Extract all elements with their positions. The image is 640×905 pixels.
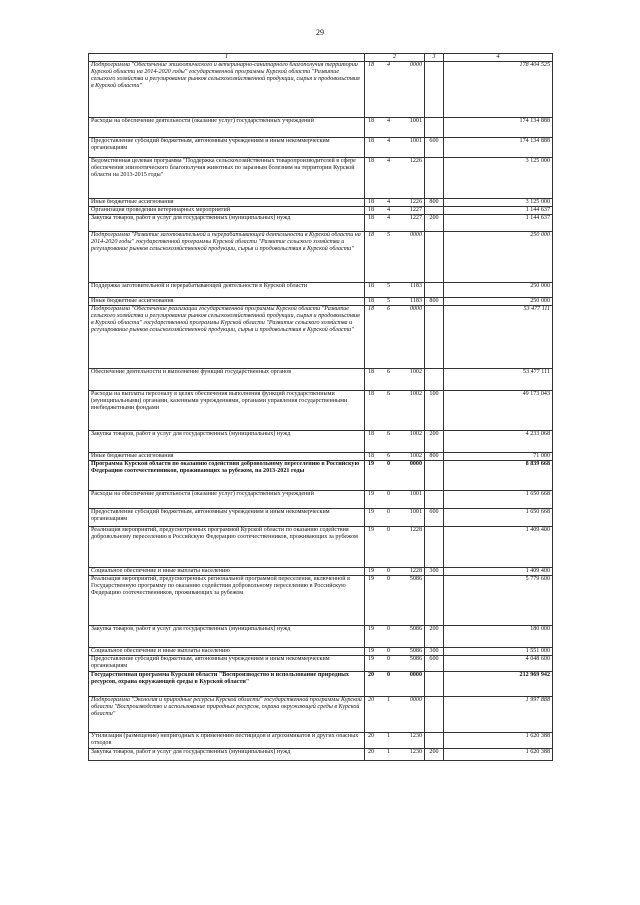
row-program-code: 19 bbox=[368, 491, 375, 498]
table-row bbox=[89, 648, 553, 656]
table-row bbox=[89, 199, 553, 207]
row-direction-code: 1002 bbox=[409, 369, 422, 376]
row-amount: 250 000 bbox=[444, 298, 553, 306]
header-row bbox=[89, 54, 553, 62]
row-target-code bbox=[365, 509, 425, 527]
table-row bbox=[89, 306, 553, 369]
row-direction-code: 1002 bbox=[409, 391, 422, 398]
row-program-code: 18 bbox=[368, 118, 375, 125]
row-target-code bbox=[365, 733, 425, 749]
row-direction-code: 0000 bbox=[409, 232, 422, 239]
row-expense-type bbox=[425, 576, 444, 626]
row-name: Закупка товаров, работ и услуг для государственных (муниципальных) нужд bbox=[89, 749, 365, 761]
row-amount: 178 404 525 bbox=[444, 62, 553, 118]
row-amount: 1 650 668 bbox=[444, 491, 553, 509]
row-target-code bbox=[365, 431, 425, 453]
row-program-code: 18 bbox=[368, 215, 375, 222]
row-subprogram-code: 0 bbox=[386, 626, 391, 633]
row-direction-code: 0000 bbox=[409, 62, 422, 69]
row-subprogram-code: 5 bbox=[386, 283, 391, 290]
row-target-code bbox=[365, 306, 425, 369]
row-name: Подпрограмма "Развитие заготовительной и перерабатывающей деятельности в Курской области на 2014-2020 годы" государственной программы Курской области "Развитие сельского хозяйства и регулирование рынков сельскохозяйственной продукции, сырья и продовольствия в Курской области" bbox=[89, 232, 365, 283]
row-expense-type: 200 bbox=[425, 626, 444, 648]
row-expense-type bbox=[425, 672, 444, 697]
row-program-code: 18 bbox=[368, 199, 375, 206]
row-amount: 1 620 388 bbox=[444, 749, 553, 761]
row-amount: 1 551 000 bbox=[444, 648, 553, 656]
row-amount: 180 000 bbox=[444, 626, 553, 648]
row-target-code bbox=[365, 283, 425, 298]
row-expense-type bbox=[425, 207, 444, 215]
row-direction-code: 1001 bbox=[409, 138, 422, 145]
row-name: Поддержка заготовительной и перерабатывающей деятельности в Курской области bbox=[89, 283, 365, 298]
row-direction-code: 5086 bbox=[409, 576, 422, 583]
budget-table bbox=[88, 53, 553, 761]
row-name: Подпрограмма "Обеспечение реализации государственной программы Курской области "Развитие сельского хозяйства и регулирование рынков сельскохозяйственной продукции, сырья и продовольствия в Курской области" государственной программы Курской области "Развитие сельского хозяйства и регулирование рынков сельскохозяйственной продукции, сырья и продовольствия в Курской области" bbox=[89, 306, 365, 369]
row-subprogram-code: 4 bbox=[386, 199, 391, 206]
row-expense-type bbox=[425, 283, 444, 298]
row-name: Социальное обеспечение и иные выплаты населению bbox=[89, 648, 365, 656]
row-subprogram-code: 6 bbox=[386, 369, 391, 376]
row-expense-type bbox=[425, 527, 444, 568]
row-target-code bbox=[365, 232, 425, 283]
row-program-code: 18 bbox=[368, 298, 375, 305]
header-col-cs: 2 bbox=[365, 54, 425, 62]
row-name: Обеспечение деятельности и выполнение функций государственных органов bbox=[89, 369, 365, 391]
row-subprogram-code: 0 bbox=[386, 527, 391, 534]
row-direction-code: 5086 bbox=[409, 656, 422, 663]
row-name: Закупка товаров, работ и услуг для государственных (муниципальных) нужд bbox=[89, 626, 365, 648]
row-expense-type bbox=[425, 697, 444, 733]
row-direction-code: 1001 bbox=[409, 491, 422, 498]
row-expense-type: 300 bbox=[425, 648, 444, 656]
row-subprogram-code: 4 bbox=[386, 138, 391, 145]
row-amount: 1 650 668 bbox=[444, 509, 553, 527]
row-name: Закупка товаров, работ и услуг для государственных (муниципальных) нужд bbox=[89, 215, 365, 232]
row-amount: 250 000 bbox=[444, 283, 553, 298]
table-row bbox=[89, 138, 553, 158]
row-expense-type: 600 bbox=[425, 138, 444, 158]
row-program-code: 20 bbox=[368, 697, 375, 704]
row-expense-type: 600 bbox=[425, 656, 444, 672]
row-amount: 250 000 bbox=[444, 232, 553, 283]
row-program-code: 18 bbox=[368, 391, 375, 398]
row-amount: 5 779 600 bbox=[444, 576, 553, 626]
row-expense-type bbox=[425, 118, 444, 138]
row-direction-code: 1230 bbox=[409, 749, 422, 756]
row-name: Ведомственная целевая программа "Поддержка сельскохозяйственных товаропроизводителей в сфере обеспечения эпизоотического благополучия животных по заразным болезням на территории Курской области на 2013-2015 годы" bbox=[89, 158, 365, 199]
row-amount: 1 409 400 bbox=[444, 568, 553, 576]
row-subprogram-code: 1 bbox=[386, 749, 391, 756]
row-name: Утилизация (размещение) непригодных к применению пестицидов и агрохимикатов и других опасных отходов bbox=[89, 733, 365, 749]
row-direction-code: 5086 bbox=[409, 626, 422, 633]
table-row bbox=[89, 215, 553, 232]
table-row bbox=[89, 733, 553, 749]
row-subprogram-code: 0 bbox=[386, 648, 391, 655]
table-row bbox=[89, 749, 553, 761]
row-program-code: 19 bbox=[368, 656, 375, 663]
table-row bbox=[89, 527, 553, 568]
row-direction-code: 0000 bbox=[409, 461, 422, 468]
table-row bbox=[89, 118, 553, 138]
table-row bbox=[89, 453, 553, 461]
row-program-code: 19 bbox=[368, 509, 375, 516]
row-amount: 3 125 000 bbox=[444, 199, 553, 207]
row-subprogram-code: 6 bbox=[386, 391, 391, 398]
row-expense-type bbox=[425, 369, 444, 391]
row-direction-code: 0000 bbox=[409, 697, 422, 704]
row-target-code bbox=[365, 118, 425, 138]
row-direction-code: 1002 bbox=[409, 453, 422, 460]
row-target-code bbox=[365, 527, 425, 568]
row-expense-type: 800 bbox=[425, 199, 444, 207]
row-target-code bbox=[365, 491, 425, 509]
row-program-code: 20 bbox=[368, 749, 375, 756]
row-direction-code: 1230 bbox=[409, 733, 422, 740]
row-expense-type: 200 bbox=[425, 749, 444, 761]
row-name: Подпрограмма "Обеспечение эпизоотического и ветеринарно-санитарного благополучия территории Курской области на 2014-2020 годы" государственной программы Курской области "Развитие сельского хозяйства и регулирование рынков сельскохозяйственной продукции, сырья и продовольствия в Курской области" bbox=[89, 62, 365, 118]
row-target-code bbox=[365, 207, 425, 215]
row-name: Подпрограмма "Экология и природные ресурсы Курской области" государственной программы Курской области "Воспроизводство и использование природных ресурсов, охрана окружающей среды в Курской области" bbox=[89, 697, 365, 733]
row-name: Иные бюджетные ассигнования bbox=[89, 199, 365, 207]
row-subprogram-code: 0 bbox=[386, 672, 391, 679]
row-name: Предоставление субсидий бюджетным, автономным учреждениям и иным некоммерческим организациям bbox=[89, 138, 365, 158]
row-amount: 3 125 000 bbox=[444, 158, 553, 199]
row-target-code bbox=[365, 648, 425, 656]
row-expense-type: 800 bbox=[425, 453, 444, 461]
table-row bbox=[89, 207, 553, 215]
row-name: Предоставление субсидий бюджетным, автономным учреждениям и иным некоммерческим организациям bbox=[89, 656, 365, 672]
table-row bbox=[89, 391, 553, 431]
row-amount: 212 969 942 bbox=[444, 672, 553, 697]
row-target-code bbox=[365, 199, 425, 207]
row-direction-code: 1001 bbox=[409, 509, 422, 516]
budget-table-body bbox=[89, 54, 553, 761]
header-col-sum: 4 bbox=[444, 54, 553, 62]
row-direction-code: 0000 bbox=[409, 306, 422, 313]
row-program-code: 18 bbox=[368, 232, 375, 239]
row-direction-code: 1227 bbox=[409, 215, 422, 222]
row-amount: 53 477 111 bbox=[444, 369, 553, 391]
row-name: Иные бюджетные ассигнования bbox=[89, 298, 365, 306]
row-direction-code: 1183 bbox=[410, 283, 422, 290]
table-row bbox=[89, 697, 553, 733]
row-subprogram-code: 4 bbox=[386, 62, 391, 69]
row-program-code: 19 bbox=[368, 626, 375, 633]
row-program-code: 20 bbox=[368, 672, 375, 679]
row-target-code bbox=[365, 453, 425, 461]
row-program-code: 19 bbox=[368, 576, 375, 583]
table-row bbox=[89, 232, 553, 283]
row-direction-code: 1002 bbox=[409, 431, 422, 438]
row-amount: 4 233 068 bbox=[444, 431, 553, 453]
row-program-code: 18 bbox=[368, 207, 375, 214]
row-subprogram-code: 0 bbox=[386, 509, 391, 516]
row-direction-code: 0000 bbox=[409, 672, 422, 679]
row-name: Организация проведения ветеринарных мероприятий bbox=[89, 207, 365, 215]
row-target-code bbox=[365, 298, 425, 306]
row-target-code bbox=[365, 749, 425, 761]
table-row bbox=[89, 369, 553, 391]
row-expense-type bbox=[425, 461, 444, 491]
row-name: Закупка товаров, работ и услуг для государственных (муниципальных) нужд bbox=[89, 431, 365, 453]
row-target-code bbox=[365, 158, 425, 199]
row-target-code bbox=[365, 697, 425, 733]
row-amount: 174 134 888 bbox=[444, 138, 553, 158]
table-row bbox=[89, 283, 553, 298]
row-amount: 1 144 637 bbox=[444, 215, 553, 232]
row-expense-type: 200 bbox=[425, 215, 444, 232]
row-amount: 174 134 888 bbox=[444, 118, 553, 138]
row-target-code bbox=[365, 391, 425, 431]
row-direction-code: 1228 bbox=[409, 568, 422, 575]
row-direction-code: 5086 bbox=[409, 648, 422, 655]
table-row bbox=[89, 62, 553, 118]
header-col-vr: 3 bbox=[425, 54, 444, 62]
row-name: Предоставление субсидий бюджетным, автономным учреждениям и иным некоммерческим организациям bbox=[89, 509, 365, 527]
row-target-code bbox=[365, 62, 425, 118]
row-expense-type bbox=[425, 62, 444, 118]
row-expense-type: 200 bbox=[425, 431, 444, 453]
row-amount: 53 477 111 bbox=[444, 306, 553, 369]
row-program-code: 18 bbox=[368, 283, 375, 290]
row-subprogram-code: 6 bbox=[386, 453, 391, 460]
header-col-name: 1 bbox=[89, 54, 365, 62]
row-program-code: 18 bbox=[368, 138, 375, 145]
row-name: Расходы на обеспечение деятельности (оказание услуг) государственных учреждений bbox=[89, 118, 365, 138]
row-amount: 71 000 bbox=[444, 453, 553, 461]
row-program-code: 18 bbox=[368, 306, 375, 313]
row-program-code: 20 bbox=[368, 733, 375, 740]
row-amount: 1 620 388 bbox=[444, 733, 553, 749]
row-target-code bbox=[365, 626, 425, 648]
row-program-code: 18 bbox=[368, 431, 375, 438]
table-row bbox=[89, 576, 553, 626]
row-amount: 49 173 043 bbox=[444, 391, 553, 431]
page-number: 29 bbox=[316, 28, 324, 37]
row-expense-type: 100 bbox=[425, 391, 444, 431]
row-program-code: 18 bbox=[368, 453, 375, 460]
row-expense-type bbox=[425, 306, 444, 369]
table-row bbox=[89, 672, 553, 697]
row-subprogram-code: 5 bbox=[386, 298, 391, 305]
row-amount: 1 409 400 bbox=[444, 527, 553, 568]
row-target-code bbox=[365, 568, 425, 576]
row-subprogram-code: 5 bbox=[386, 232, 391, 239]
row-name: Расходы на выплаты персоналу в целях обеспечения выполнения функций государственными (муниципальными) органами, казенными учреждениями, органами управления государственными внебюджетными фондами bbox=[89, 391, 365, 431]
table-row bbox=[89, 568, 553, 576]
row-subprogram-code: 0 bbox=[386, 656, 391, 663]
row-program-code: 18 bbox=[368, 62, 375, 69]
row-target-code bbox=[365, 138, 425, 158]
row-target-code bbox=[365, 215, 425, 232]
row-subprogram-code: 4 bbox=[386, 207, 391, 214]
row-target-code bbox=[365, 672, 425, 697]
row-subprogram-code: 4 bbox=[386, 215, 391, 222]
row-direction-code: 1227 bbox=[409, 207, 422, 214]
table-row bbox=[89, 656, 553, 672]
row-direction-code: 1183 bbox=[410, 298, 422, 305]
row-name: Иные бюджетные ассигнования bbox=[89, 453, 365, 461]
row-expense-type: 600 bbox=[425, 509, 444, 527]
table-row bbox=[89, 298, 553, 306]
row-program-code: 19 bbox=[368, 527, 375, 534]
row-subprogram-code: 1 bbox=[386, 733, 391, 740]
row-amount: 1 144 637 bbox=[444, 207, 553, 215]
row-expense-type bbox=[425, 491, 444, 509]
row-name: Программа Курской области по оказанию содействия добровольному переселению в Российскую Федерацию соотечественников, проживающих за рубежом, на 2013-2021 годы bbox=[89, 461, 365, 491]
table-row bbox=[89, 431, 553, 453]
row-subprogram-code: 4 bbox=[386, 118, 391, 125]
row-program-code: 18 bbox=[368, 369, 375, 376]
row-subprogram-code: 0 bbox=[386, 491, 391, 498]
row-direction-code: 1001 bbox=[409, 118, 422, 125]
row-expense-type bbox=[425, 158, 444, 199]
row-name: Реализация мероприятий, предусмотренных программой Курской области по оказанию содействия добровольному переселению в Российскую Федерацию соотечественников, проживающих за рубежом bbox=[89, 527, 365, 568]
row-subprogram-code: 0 bbox=[386, 576, 391, 583]
row-target-code bbox=[365, 461, 425, 491]
table-row bbox=[89, 509, 553, 527]
row-program-code: 19 bbox=[368, 648, 375, 655]
row-target-code bbox=[365, 656, 425, 672]
row-amount: 4 048 600 bbox=[444, 656, 553, 672]
row-name: Реализация мероприятий, предусмотренных региональной программой переселения, включенной в Государственную программу по оказанию содействия добровольному переселению в Российскую Федерацию соотечественников, проживающих за рубежом bbox=[89, 576, 365, 626]
row-program-code: 19 bbox=[368, 568, 375, 575]
row-subprogram-code: 1 bbox=[386, 697, 391, 704]
row-direction-code: 1228 bbox=[409, 527, 422, 534]
row-subprogram-code: 4 bbox=[386, 158, 391, 165]
row-name: Социальное обеспечение и иные выплаты населению bbox=[89, 568, 365, 576]
row-amount: 1 997 888 bbox=[444, 697, 553, 733]
row-expense-type bbox=[425, 733, 444, 749]
table-row bbox=[89, 158, 553, 199]
table-row bbox=[89, 626, 553, 648]
row-program-code: 19 bbox=[368, 461, 375, 468]
table-row bbox=[89, 461, 553, 491]
row-subprogram-code: 0 bbox=[386, 461, 391, 468]
row-program-code: 18 bbox=[368, 158, 375, 165]
table-row bbox=[89, 491, 553, 509]
row-subprogram-code: 6 bbox=[386, 306, 391, 313]
row-target-code bbox=[365, 369, 425, 391]
row-expense-type: 300 bbox=[425, 568, 444, 576]
row-subprogram-code: 6 bbox=[386, 431, 391, 438]
row-direction-code: 1226 bbox=[409, 199, 422, 206]
row-direction-code: 1226 bbox=[409, 158, 422, 165]
row-target-code bbox=[365, 576, 425, 626]
row-name: Расходы на обеспечение деятельности (оказание услуг) государственных учреждений bbox=[89, 491, 365, 509]
row-expense-type bbox=[425, 232, 444, 283]
row-amount: 8 839 668 bbox=[444, 461, 553, 491]
row-subprogram-code: 0 bbox=[386, 568, 391, 575]
row-name: Государственная программа Курской области "Воспроизводство и использование природных ресурсов, охрана окружающей среды в Курской области" bbox=[89, 672, 365, 697]
row-expense-type: 800 bbox=[425, 298, 444, 306]
